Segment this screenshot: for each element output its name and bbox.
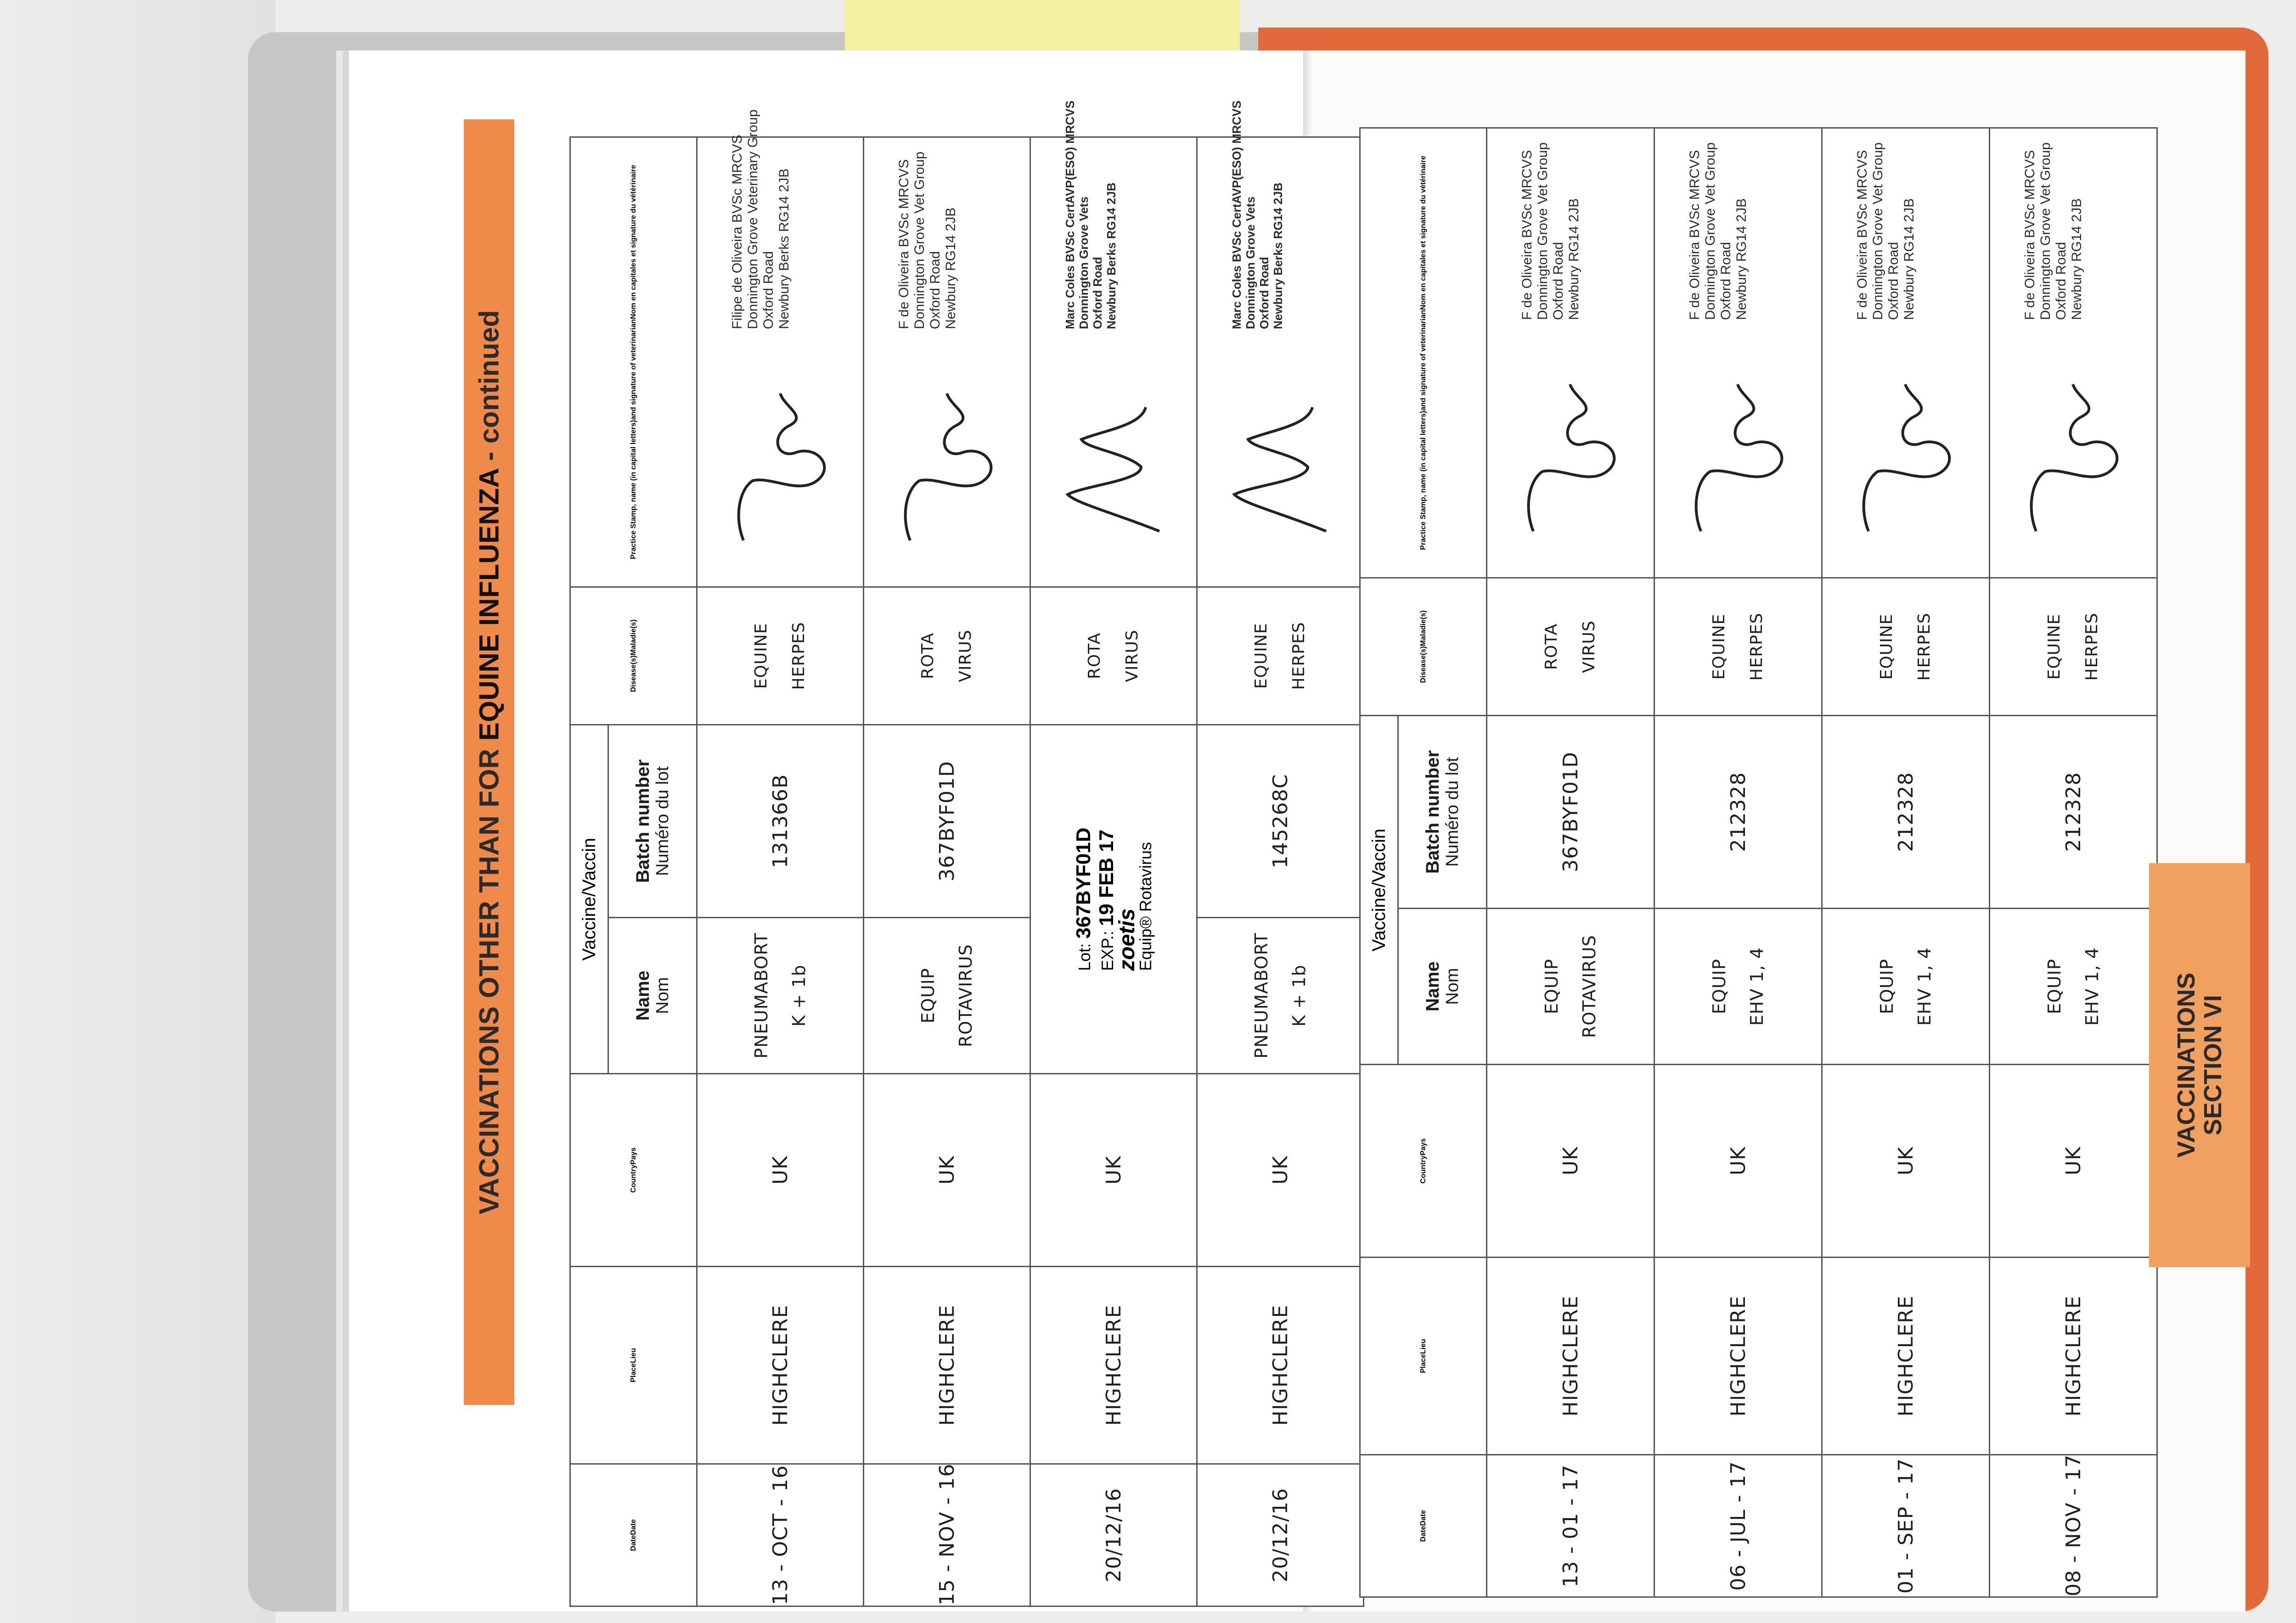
text-value: HERPES: [1289, 622, 1308, 690]
practice-stamp: [1687, 142, 1750, 320]
text-value: HERPES: [789, 622, 808, 690]
text-value: EQUIP: [918, 968, 938, 1023]
batch-cell: [1990, 715, 2157, 908]
text-value: K + 1b: [789, 964, 809, 1027]
name-cell: [1654, 909, 1822, 1065]
text-value: Nom en capitales et signature du vétérinaire: [629, 165, 637, 320]
text-value: ROTA: [918, 632, 937, 680]
text-value: Country: [629, 1164, 637, 1193]
date-cell: [1990, 1455, 2157, 1597]
table-row: [1990, 128, 2157, 1597]
text-value: Donnington Grove Vet Group: [912, 152, 927, 329]
header-stamp: [1360, 128, 1487, 578]
text-value: Nom en capitales et signature du vétérinaire: [1419, 156, 1427, 310]
text-value: HIGHCLERE: [1894, 1295, 1918, 1417]
text-value: Donnington Grove Vets: [1244, 197, 1257, 329]
table-row: [1030, 137, 1197, 1606]
batch-cell: [864, 724, 1030, 917]
text-value: Maladie(s): [1419, 610, 1427, 646]
text-value: Date: [1419, 1510, 1427, 1526]
practice-stamp: [2022, 142, 2085, 320]
text-value: Oxford Road: [1257, 257, 1271, 329]
heading-emphasis: EQUINE INFLUENZA: [473, 468, 505, 741]
text-value: Newbury Berks RG14 2JB: [777, 168, 792, 329]
country-cell: [1030, 1074, 1197, 1267]
header-row-group: [570, 137, 608, 1606]
header-batch: [1398, 715, 1487, 908]
text-value: Date: [629, 1519, 637, 1535]
text-value: HERPES: [1747, 612, 1766, 681]
text-value: HIGHCLERE: [1726, 1295, 1750, 1417]
country-cell: [864, 1074, 1030, 1267]
text-value: UK: [1559, 1146, 1582, 1176]
header-country: [1360, 1065, 1487, 1258]
text-value: Donnington Grove Vet Group: [1870, 142, 1885, 320]
name-cell: [1822, 909, 1990, 1065]
text-value: Lieu: [629, 1348, 637, 1364]
text-value: 212328: [2061, 772, 2085, 852]
stamp-cell: [697, 109, 864, 587]
text-value: 367BYF01D: [1072, 827, 1095, 939]
text-value: Donnington Grove Vet Group: [1703, 142, 1718, 320]
text-value: and signature of veterinarian: [1419, 310, 1427, 411]
stamp-cell: [864, 137, 1030, 587]
text-value: Oxford Road: [1886, 241, 1901, 320]
header-vaccine: [1360, 715, 1398, 1064]
text-value: F de Oliveira BVSc MRCVS: [1687, 150, 1702, 320]
disease-cell: [1197, 587, 1364, 724]
text-value: ROTAVIRUS: [956, 944, 976, 1047]
text-value: Oxford Road: [761, 251, 776, 329]
text-value: UK: [935, 1155, 959, 1185]
text-value: UK: [1102, 1155, 1125, 1185]
text-value: Batch number: [1423, 750, 1443, 874]
place-cell: [1030, 1267, 1197, 1464]
text-value: 08 - NOV - 17: [2061, 1454, 2085, 1596]
country-cell: [1197, 1074, 1364, 1267]
signature-icon: [1673, 380, 1802, 536]
text-value: EQUINE: [2045, 613, 2064, 680]
text-value: Disease(s): [1419, 646, 1427, 683]
text-value: 145268C: [1268, 774, 1292, 869]
practice-stamp: [1230, 101, 1285, 329]
practice-stamp: [730, 109, 792, 329]
date-cell: [1654, 1455, 1822, 1597]
text-value: ROTAVIRUS: [1579, 935, 1599, 1038]
place-cell: [1990, 1258, 2157, 1455]
text-value: EQUIP: [2044, 959, 2065, 1014]
table-row: [697, 137, 864, 1606]
text-value: EHV 1, 4: [1747, 947, 1767, 1026]
practice-stamp: [1063, 101, 1118, 329]
disease-cell: [1030, 587, 1197, 724]
place-cell: [1197, 1267, 1364, 1464]
text-value: ROTA: [1542, 623, 1561, 670]
text-value: UK: [1268, 1155, 1292, 1185]
disease-cell: [864, 587, 1030, 724]
text-value: Numéro du lot: [653, 766, 672, 876]
name-cell: [697, 918, 864, 1074]
text-value: Newbury Berks RG14 2JB: [1271, 182, 1285, 329]
text-value: 06 - JUL - 17: [1726, 1461, 1750, 1591]
header-batch: [608, 724, 697, 917]
scanner-background: [0, 0, 276, 1623]
text-value: Pays: [629, 1147, 637, 1165]
text-value: EHV 1, 4: [2082, 947, 2102, 1026]
vaccination-table-right: [1359, 127, 2158, 1598]
disease-cell: [1822, 578, 1990, 715]
text-value: PNEUMABORT: [1251, 932, 1272, 1059]
text-value: 01 - SEP - 17: [1894, 1458, 1918, 1594]
text-value: 13 - 01 - 17: [1559, 1464, 1582, 1588]
text-value: Oxford Road: [2054, 241, 2069, 320]
text-value: Nom: [1443, 968, 1462, 1005]
text-value: UK: [1726, 1146, 1750, 1176]
text-value: Disease(s): [629, 655, 637, 692]
stamp-cell: [1197, 101, 1364, 587]
header-disease: [1360, 578, 1487, 715]
practice-stamp: [896, 152, 959, 329]
text-value: F de Oliveira BVSc MRCVS: [896, 159, 912, 329]
country-cell: [1654, 1065, 1822, 1258]
text-value: Oxford Road: [1718, 241, 1733, 320]
text-value: EHV 1, 4: [1914, 947, 1935, 1026]
signature-icon: [1049, 389, 1178, 545]
batch-cell: [1654, 715, 1822, 908]
text-value: HIGHCLERE: [768, 1304, 792, 1426]
batch-cell: [1822, 715, 1990, 908]
header-row-group: [1360, 128, 1398, 1597]
text-value: HIGHCLERE: [1559, 1295, 1582, 1417]
text-value: 212328: [1726, 772, 1750, 852]
text-value: EQUINE: [752, 623, 771, 689]
stamp-cell: [1654, 128, 1822, 578]
text-value: VIRUS: [956, 629, 975, 682]
text-value: Pays: [1419, 1138, 1427, 1156]
place-cell: [1822, 1258, 1990, 1455]
text-value: and signature of veterinarian: [629, 319, 637, 420]
heading-suffix: - continued: [473, 309, 505, 469]
section-tab-line2: SECTION VI: [2199, 994, 2227, 1136]
text-value: Batch number: [633, 759, 653, 883]
place-cell: [1487, 1258, 1654, 1455]
text-value: Lot:: [1075, 943, 1094, 971]
text-value: HIGHCLERE: [1268, 1304, 1292, 1426]
text-value: EXP.:: [1098, 931, 1117, 971]
text-value: HERPES: [2082, 612, 2101, 681]
header-place: [570, 1267, 697, 1464]
text-value: Practice Stamp, name (in capital letters): [629, 420, 637, 559]
date-cell: [1487, 1455, 1654, 1597]
text-value: F de Oliveira BVSc MRCVS: [1519, 150, 1535, 320]
batch-sticker-cell: [1030, 724, 1197, 1073]
signature-icon: [716, 389, 844, 545]
text-value: PNEUMABORT: [751, 932, 771, 1059]
page-heading: [473, 310, 505, 1214]
name-cell: [1990, 909, 2157, 1065]
text-value: Newbury RG14 2JB: [943, 207, 958, 329]
country-cell: [1487, 1065, 1654, 1258]
text-value: K + 1b: [1289, 964, 1309, 1027]
text-value: ROTA: [1085, 632, 1104, 680]
signature-icon: [883, 389, 1011, 545]
table-row: [1487, 128, 1654, 1597]
country-cell: [697, 1074, 864, 1267]
text-value: Newbury RG14 2JB: [1566, 198, 1581, 320]
text-value: VIRUS: [1580, 620, 1598, 673]
text-value: Marc Coles BVSc CertAVP(ESO) MRCVS: [1230, 101, 1244, 329]
text-value: EQUINE: [1877, 613, 1896, 680]
text-value: Oxford Road: [928, 251, 943, 329]
text-value: F de Oliveira BVSc MRCVS: [2022, 150, 2037, 320]
text-value: Practice Stamp, name (in capital letters): [1419, 410, 1427, 550]
text-value: F de Oliveira BVSc MRCVS: [1855, 150, 1870, 320]
text-value: 212328: [1894, 772, 1918, 852]
batch-sticker: [1072, 827, 1155, 971]
text-value: UK: [2061, 1146, 2085, 1176]
text-value: Vaccine/Vaccin: [579, 837, 599, 961]
text-value: VIRUS: [1123, 629, 1142, 682]
text-value: Donnington Grove Veterinary Group: [745, 109, 760, 329]
header-country: [570, 1074, 697, 1267]
practice-stamp: [1519, 142, 1582, 320]
table-row: [1197, 137, 1364, 1606]
date-cell: [697, 1464, 864, 1606]
date-cell: [864, 1464, 1030, 1606]
text-value: Name: [1423, 961, 1443, 1011]
section-tab: [2149, 863, 2250, 1267]
text-value: 20/12/16: [1268, 1488, 1292, 1583]
vaccination-table-left: [569, 101, 1364, 1607]
text-value: 13 - OCT - 16: [768, 1465, 792, 1605]
text-value: EQUINE: [1710, 613, 1728, 680]
date-cell: [1197, 1464, 1364, 1606]
text-value: 19 FEB 17: [1095, 829, 1118, 927]
text-value: 20/12/16: [1102, 1488, 1125, 1583]
text-value: EQUIP: [1542, 959, 1562, 1014]
text-value: 15 - NOV - 16: [935, 1463, 959, 1606]
text-value: Maladie(s): [629, 619, 637, 656]
stamp-cell: [1990, 128, 2157, 578]
text-value: EQUIP: [1709, 959, 1729, 1014]
disease-cell: [1487, 578, 1654, 715]
place-cell: [697, 1267, 864, 1464]
date-cell: [1030, 1464, 1197, 1606]
name-cell: [1197, 918, 1364, 1074]
text-value: Name: [633, 971, 653, 1021]
text-value: EQUIP: [1877, 959, 1897, 1014]
zoetis-logo: zoetis: [1115, 908, 1139, 971]
sticky-note: [845, 0, 1240, 51]
text-value: EQUINE: [1252, 623, 1271, 689]
header-date: [570, 1464, 697, 1606]
heading-prefix: VACCINATIONS OTHER THAN FOR: [473, 741, 505, 1215]
name-cell: [1487, 909, 1654, 1065]
text-value: UK: [1894, 1146, 1918, 1176]
stamp-cell: [1822, 128, 1990, 578]
stamp-cell: [1030, 101, 1197, 587]
country-cell: [1822, 1065, 1990, 1258]
text-value: 131366B: [768, 774, 792, 869]
header-vaccine: [570, 724, 608, 1073]
date-cell: [1822, 1455, 1990, 1597]
text-value: 367BYF01D: [935, 761, 959, 882]
text-value: Donnington Grove Vet Group: [2038, 142, 2053, 320]
batch-cell: [697, 724, 864, 917]
text-value: Date: [629, 1535, 637, 1551]
text-value: Date: [1419, 1526, 1427, 1542]
signature-icon: [1841, 380, 1970, 536]
stamp-cell: [1487, 128, 1654, 578]
header-disease: [570, 587, 697, 724]
disease-cell: [697, 587, 864, 724]
text-value: Country: [1419, 1155, 1427, 1184]
text-value: Donnington Grove Vets: [1077, 197, 1091, 329]
disease-cell: [1990, 578, 2157, 715]
text-value: Donnington Grove Vet Group: [1535, 142, 1550, 320]
place-cell: [864, 1267, 1030, 1464]
country-cell: [1990, 1065, 2157, 1258]
text-value: 367BYF01D: [1559, 752, 1582, 872]
batch-cell: [1487, 715, 1654, 908]
header-date: [1360, 1455, 1487, 1597]
practice-stamp: [1855, 142, 1917, 320]
header-name: [1398, 909, 1487, 1065]
name-cell: [864, 918, 1030, 1074]
text-value: Numéro du lot: [1443, 757, 1462, 867]
text-value: UK: [768, 1155, 792, 1185]
table-row: [1822, 128, 1990, 1597]
text-value: Newbury RG14 2JB: [1734, 198, 1749, 320]
text-value: Marc Coles BVSc CertAVP(ESO) MRCVS: [1063, 101, 1077, 329]
text-value: HIGHCLERE: [1102, 1304, 1125, 1426]
text-value: Place: [1419, 1354, 1427, 1373]
text-value: HIGHCLERE: [935, 1304, 959, 1426]
header-name: [608, 918, 697, 1074]
table-row: [1654, 128, 1822, 1597]
text-value: Nom: [653, 977, 672, 1014]
disease-cell: [1654, 578, 1822, 715]
header-place: [1360, 1258, 1487, 1455]
text-value: Oxford Road: [1551, 241, 1566, 320]
text-value: Vaccine/Vaccin: [1368, 828, 1389, 952]
text-value: HERPES: [1915, 612, 1934, 681]
text-value: Place: [629, 1363, 637, 1382]
place-cell: [1654, 1258, 1822, 1455]
section-tab-line1: VACCINATIONS: [2172, 972, 2200, 1158]
header-stamp: [570, 137, 697, 587]
text-value: Lieu: [1419, 1339, 1427, 1354]
text-value: Newbury RG14 2JB: [1902, 198, 1917, 320]
signature-icon: [1506, 380, 1634, 536]
text-value: Newbury Berks RG14 2JB: [1104, 182, 1118, 329]
signature-icon: [1216, 389, 1345, 545]
text-value: Filipe de Oliveira BVSc MRCVS: [730, 135, 745, 329]
text-value: HIGHCLERE: [2061, 1295, 2085, 1417]
text-value: Equip® Rotavirus: [1136, 842, 1155, 971]
text-value: Newbury RG14 2JB: [2069, 198, 2084, 320]
signature-icon: [2009, 380, 2137, 536]
table-row: [864, 137, 1030, 1606]
batch-cell: [1197, 724, 1364, 917]
text-value: Oxford Road: [1091, 257, 1104, 329]
